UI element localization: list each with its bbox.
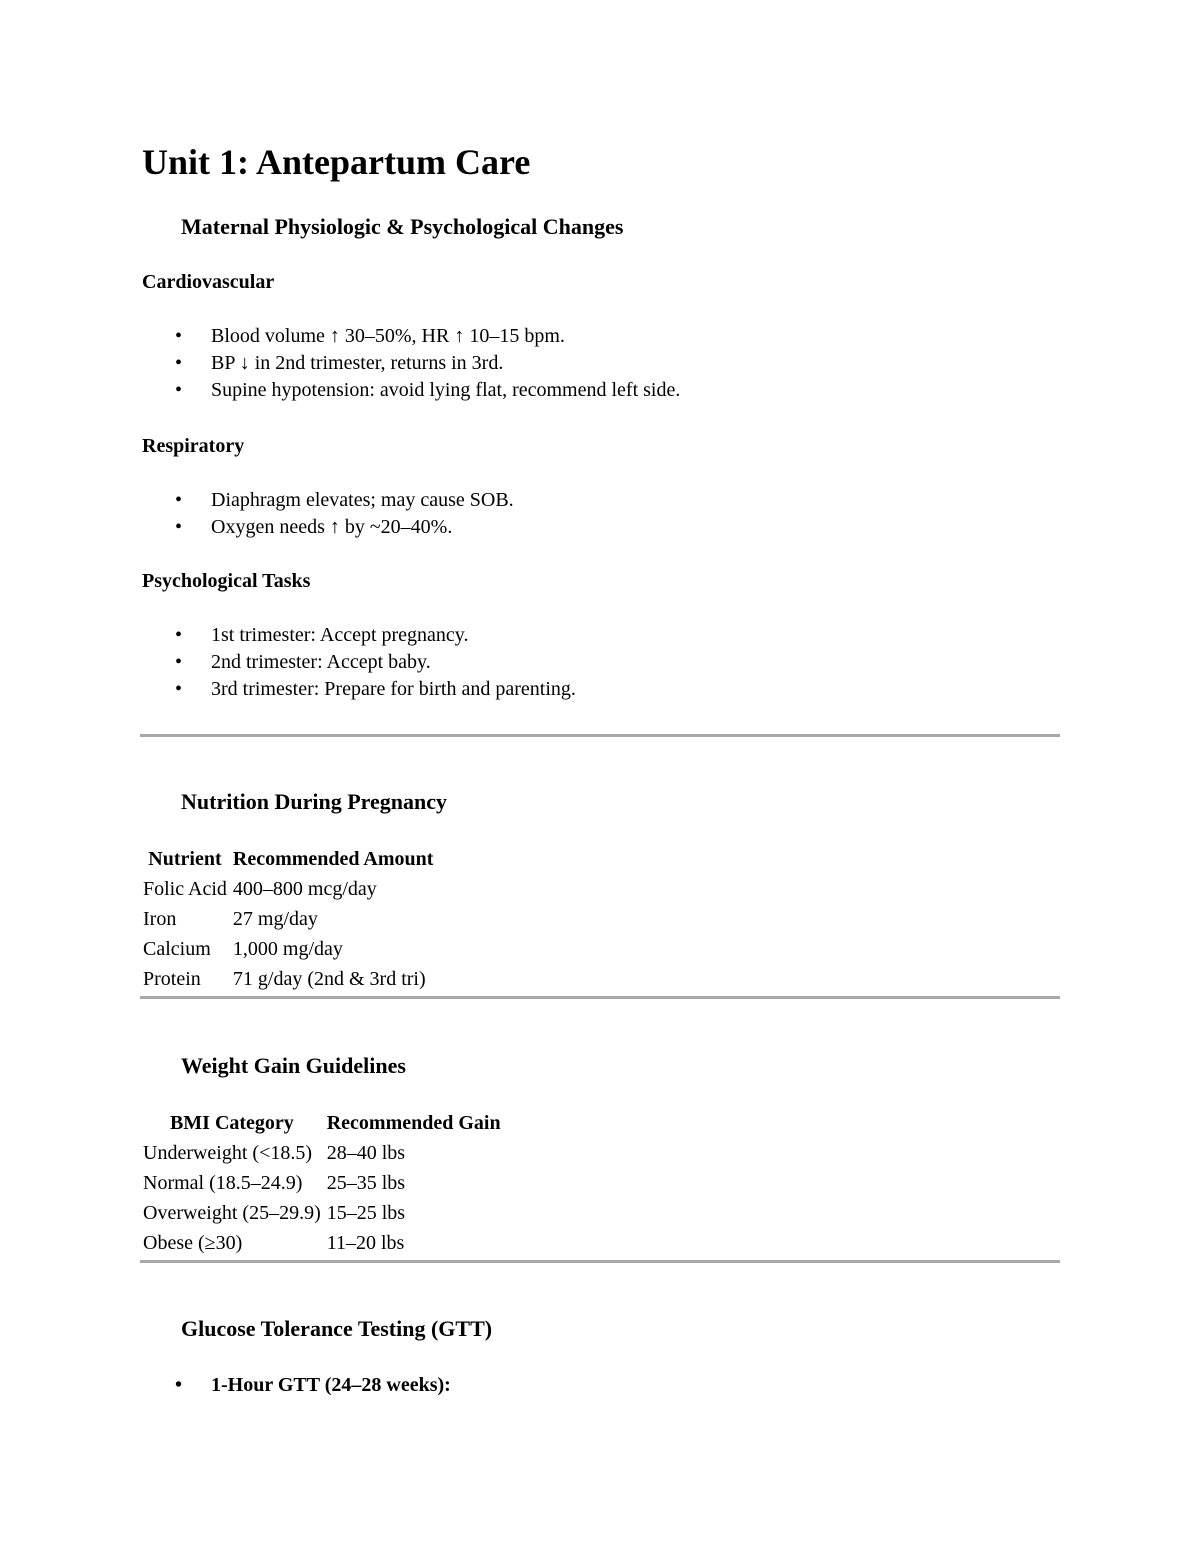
table-cell: Iron: [143, 908, 177, 930]
bullet-icon: •: [175, 516, 183, 538]
table-header-row: [140, 1108, 504, 1138]
section-heading-nutrition: Nutrition During Pregnancy: [181, 789, 448, 814]
table-row: [140, 874, 436, 904]
bullet-icon: •: [175, 379, 183, 401]
table-cell: Protein: [143, 968, 201, 990]
subheading-respiratory: Respiratory: [142, 435, 245, 457]
bullet-icon: •: [175, 678, 183, 700]
subheading-cardiovascular: Cardiovascular: [142, 271, 275, 293]
list-item-text: 1st trimester: Accept pregnancy.: [211, 624, 469, 646]
table-cell: 15–25 lbs: [326, 1202, 406, 1224]
list-item-text: Oxygen needs ↑ by ~20–40%.: [211, 516, 453, 538]
bullet-icon: •: [175, 651, 183, 673]
horizontal-rule: [140, 1260, 1060, 1263]
list-item-text: Supine hypotension: avoid lying flat, recommend left side.: [211, 379, 681, 401]
table-row: [140, 964, 436, 994]
horizontal-rule: [140, 996, 1060, 999]
table-header-row: [140, 844, 436, 874]
bullet-icon: •: [175, 352, 183, 374]
column-header: BMI Category: [169, 1112, 294, 1134]
table-row: [140, 904, 436, 934]
table-cell: Calcium: [143, 938, 211, 960]
section-heading-gtt: Glucose Tolerance Testing (GTT): [181, 1316, 493, 1341]
nutrition-table: [140, 844, 436, 994]
bullet-icon: •: [175, 1374, 183, 1396]
table-cell: 28–40 lbs: [326, 1142, 406, 1164]
list-item-text: BP ↓ in 2nd trimester, returns in 3rd.: [211, 352, 504, 374]
weight-gain-table: [140, 1108, 504, 1258]
table-row: [140, 1138, 504, 1168]
table-cell: Folic Acid: [143, 878, 227, 900]
list-item-text: 2nd trimester: Accept baby.: [211, 651, 431, 673]
table-cell: 1,000 mg/day: [232, 938, 343, 960]
bullet-icon: •: [175, 325, 183, 347]
table-cell: Normal (18.5–24.9): [143, 1172, 303, 1194]
table-cell: Obese (≥30): [143, 1232, 243, 1254]
bullet-icon: •: [175, 624, 183, 646]
section-heading-maternal-changes: Maternal Physiologic & Psychological Changes: [181, 214, 624, 239]
table-row: [140, 934, 436, 964]
list-item-text: Diaphragm elevates; may cause SOB.: [211, 489, 514, 511]
column-header: Recommended Gain: [326, 1112, 501, 1134]
list-item-text: Blood volume ↑ 30–50%, HR ↑ 10–15 bpm.: [211, 325, 565, 347]
list-item-text: 1-Hour GTT (24–28 weeks):: [211, 1374, 451, 1396]
table-cell: 11–20 lbs: [326, 1232, 405, 1254]
table-cell: 400–800 mcg/day: [232, 878, 377, 900]
list-item-text: 3rd trimester: Prepare for birth and parenting.: [211, 678, 576, 700]
column-header: Nutrient: [148, 848, 222, 870]
column-header: Recommended Amount: [232, 848, 434, 870]
page-title: Unit 1: Antepartum Care: [142, 142, 531, 182]
horizontal-rule: [140, 734, 1060, 737]
table-cell: Underweight (<18.5): [143, 1142, 313, 1164]
table-cell: 27 mg/day: [232, 908, 318, 930]
table-row: [140, 1198, 504, 1228]
table-cell: Overweight (25–29.9): [143, 1202, 321, 1224]
table-row: [140, 1168, 504, 1198]
table-row: [140, 1228, 504, 1258]
subheading-psychological-tasks: Psychological Tasks: [142, 570, 311, 592]
table-cell: 71 g/day (2nd & 3rd tri): [232, 968, 426, 990]
bullet-icon: •: [175, 489, 183, 511]
table-cell: 25–35 lbs: [326, 1172, 406, 1194]
section-heading-weight-gain: Weight Gain Guidelines: [181, 1053, 406, 1078]
